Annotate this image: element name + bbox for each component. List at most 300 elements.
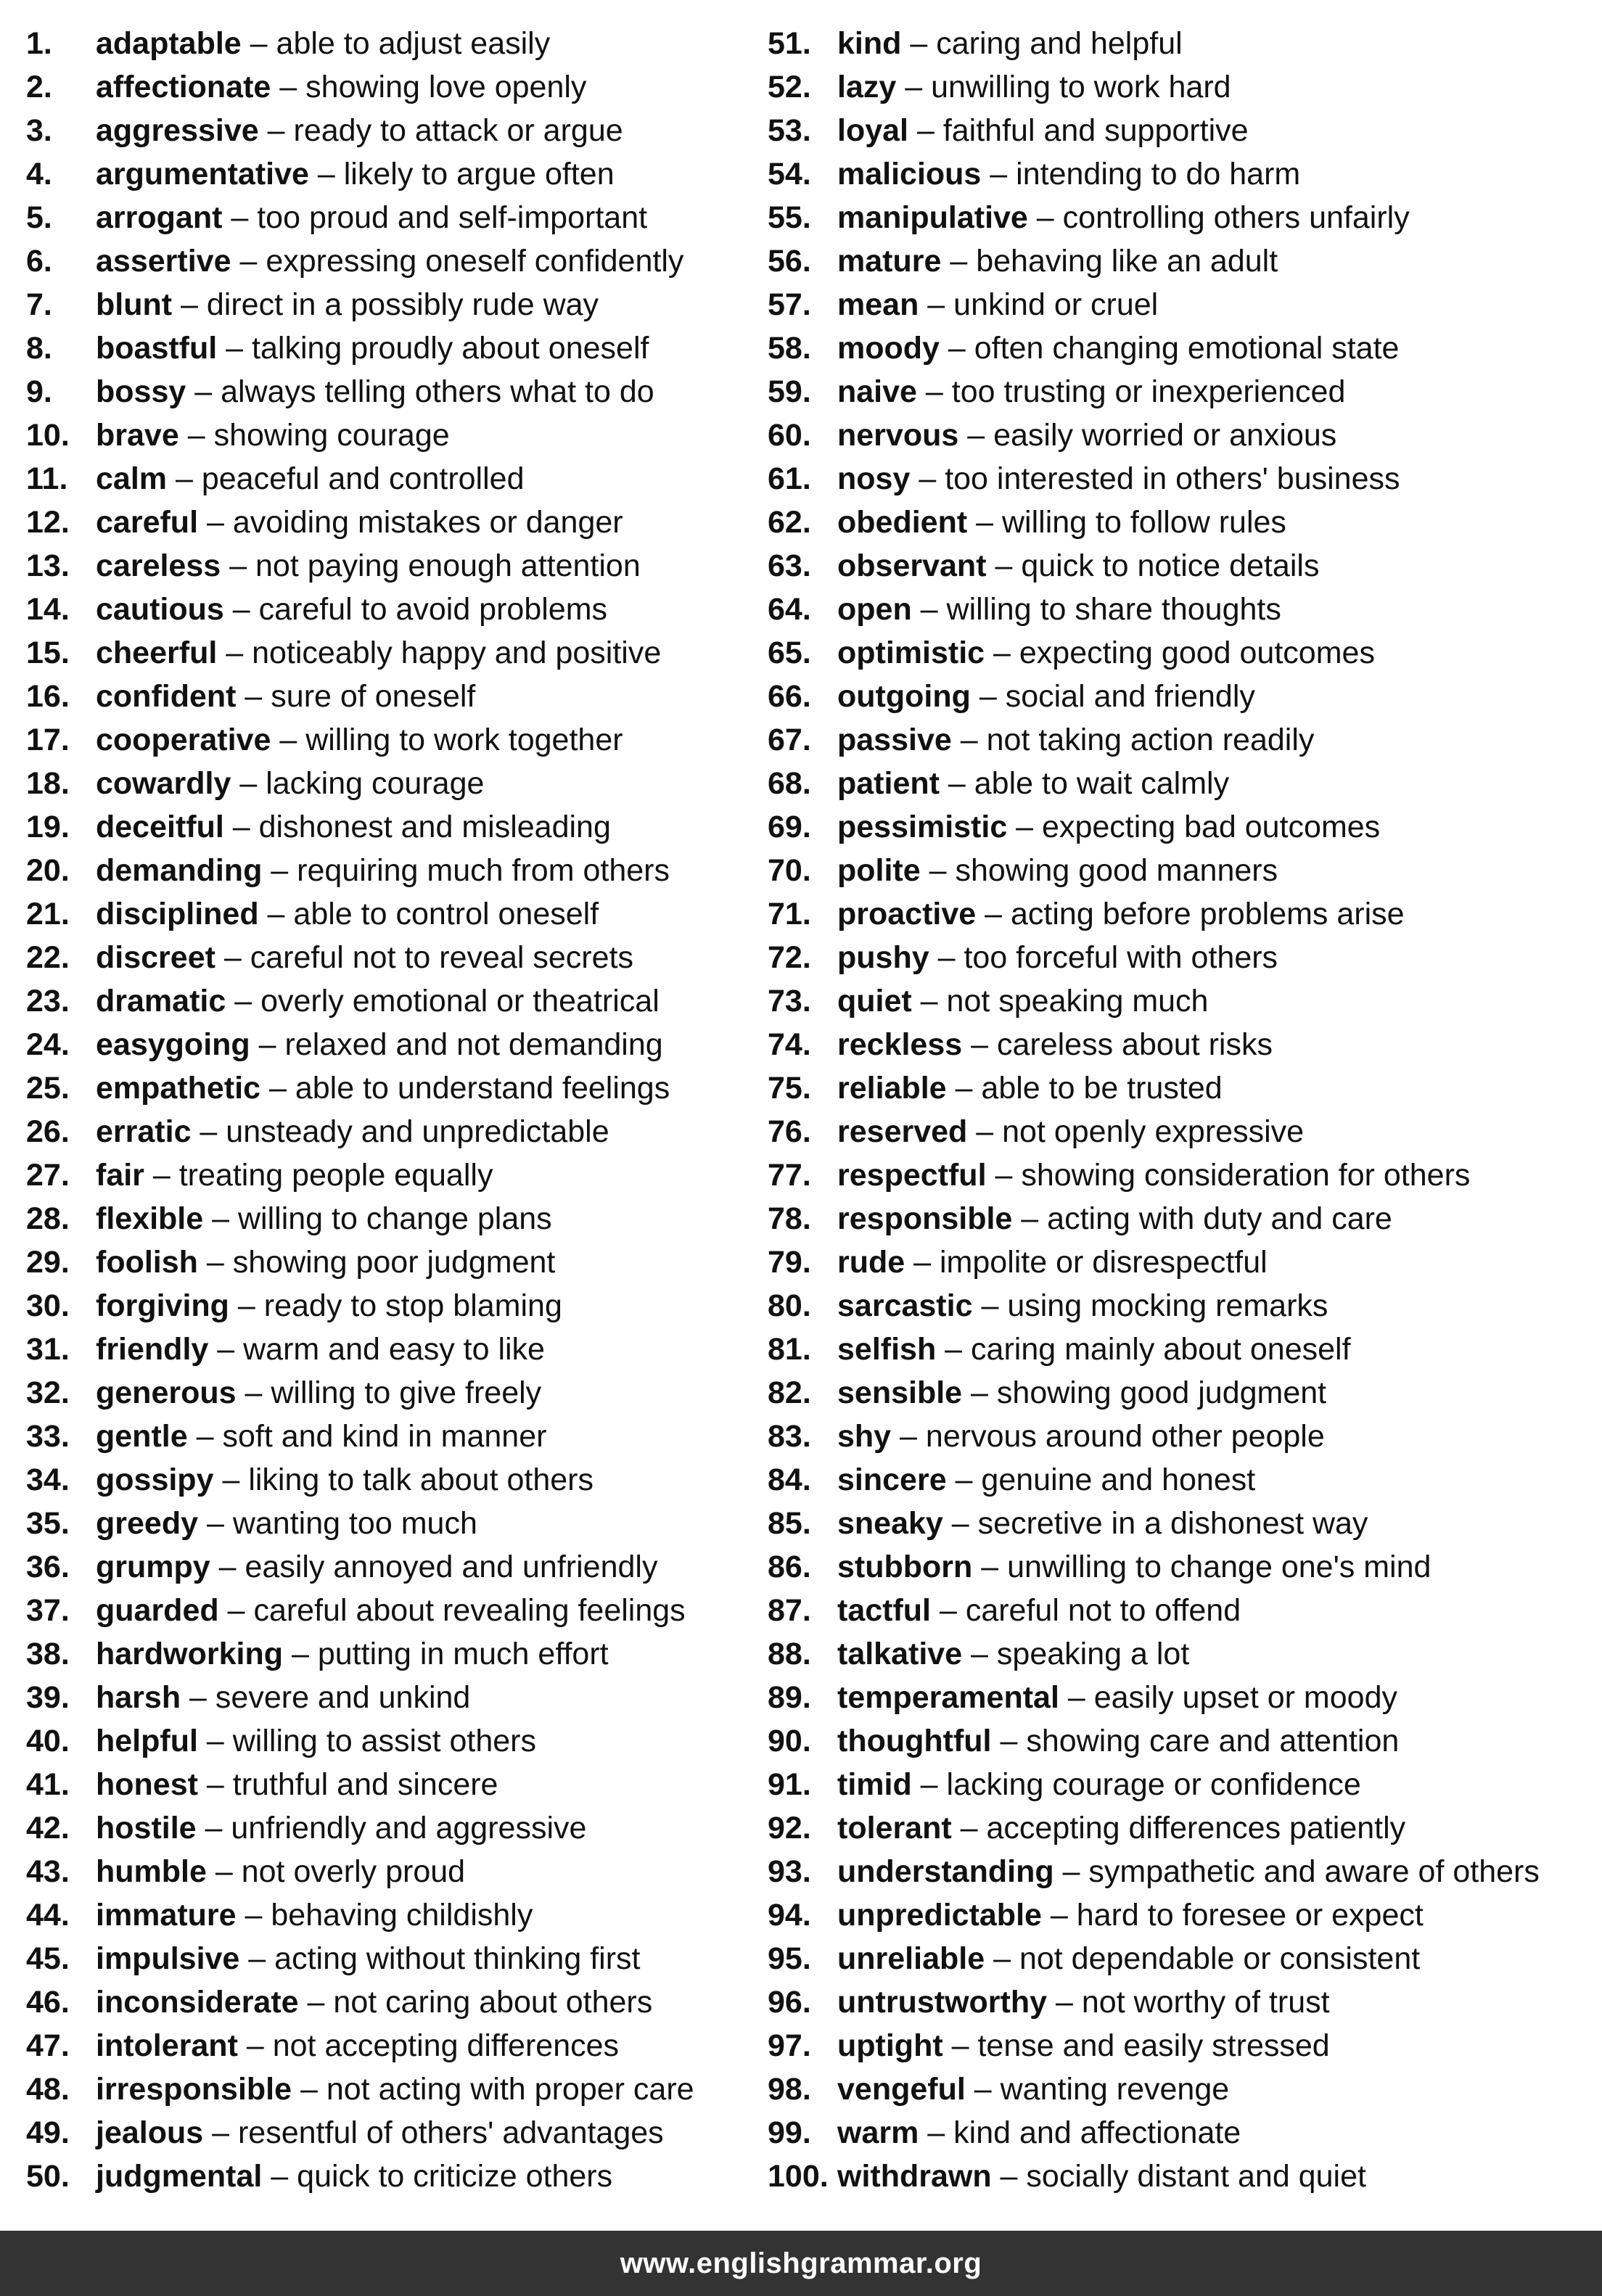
item-definition: wanting revenge (1000, 2072, 1230, 2107)
item-word: malicious (837, 157, 982, 192)
item-separator: – (942, 2028, 978, 2063)
list-item (768, 1937, 1595, 1980)
list-item (26, 718, 759, 762)
item-word: forgiving (96, 1288, 229, 1323)
item-definition: not openly expressive (1002, 1114, 1305, 1149)
item-word: proactive (837, 897, 977, 931)
item-separator: – (231, 244, 266, 279)
item-separator: – (206, 1854, 242, 1889)
item-number: 34. (26, 1462, 70, 1497)
item-text (837, 196, 1410, 239)
item-text (96, 152, 615, 196)
item-separator: – (967, 505, 1002, 540)
list-item (26, 1110, 759, 1153)
item-number: 85. (768, 1506, 811, 1541)
list-item (768, 22, 1595, 65)
item-word: reliable (837, 1071, 947, 1106)
item-number: 25. (26, 1071, 70, 1106)
item-word: flexible (96, 1201, 204, 1236)
item-number: 56. (768, 244, 811, 279)
item-text (96, 1415, 546, 1458)
item-definition: showing good judgment (996, 1375, 1327, 1410)
item-text (96, 1371, 541, 1415)
item-separator: – (931, 1593, 966, 1628)
item-number: 1. (26, 26, 52, 61)
list-item (768, 979, 1595, 1023)
item-definition: not dependable or consistent (1019, 1941, 1421, 1976)
list-item (26, 501, 759, 544)
item-number: 46. (26, 1985, 70, 2020)
item-definition: showing love openly (305, 70, 587, 104)
item-text (837, 675, 1255, 718)
list-item (768, 892, 1595, 936)
item-definition: soft and kind in manner (222, 1419, 547, 1454)
item-number: 6. (26, 244, 52, 279)
item-definition: showing courage (213, 418, 450, 453)
item-definition: sure of oneself (271, 679, 476, 714)
item-text (96, 283, 599, 326)
item-text (96, 718, 623, 762)
item-separator: – (991, 1724, 1027, 1758)
list-item (26, 2155, 759, 2198)
item-text (96, 2067, 694, 2111)
item-separator: – (260, 1071, 295, 1106)
item-number: 40. (26, 1724, 70, 1758)
item-text (837, 283, 1158, 326)
list-item (26, 1328, 759, 1371)
item-definition: unkind or cruel (953, 287, 1159, 322)
item-word: cheerful (96, 635, 218, 670)
item-word: vengeful (837, 2072, 966, 2107)
list-item (768, 849, 1595, 892)
item-number: 55. (768, 200, 811, 235)
item-text (837, 979, 1208, 1023)
item-number: 53. (768, 113, 811, 148)
item-word: unpredictable (837, 1898, 1042, 1933)
item-text (96, 501, 623, 544)
item-word: argumentative (96, 157, 309, 192)
item-number: 98. (768, 2072, 811, 2107)
item-word: generous (96, 1375, 237, 1410)
item-text (96, 588, 607, 631)
item-text (837, 1023, 1273, 1066)
item-definition: genuine and honest (981, 1462, 1256, 1497)
item-number: 49. (26, 2115, 70, 2150)
item-text (837, 631, 1375, 675)
item-separator: – (985, 1941, 1019, 1976)
item-text (837, 326, 1399, 370)
item-definition: treating people equally (178, 1158, 493, 1193)
item-definition: talking proudly about oneself (252, 331, 649, 366)
item-definition: unwilling to work hard (931, 70, 1231, 104)
item-text (837, 413, 1336, 457)
item-word: shy (837, 1419, 892, 1454)
list-item (26, 196, 759, 239)
item-definition: careless about risks (996, 1027, 1273, 1062)
item-separator: – (985, 635, 1019, 670)
item-word: obedient (837, 505, 968, 540)
list-item (26, 1850, 759, 1893)
item-text (96, 1284, 562, 1328)
item-text (96, 109, 623, 152)
item-number: 69. (768, 810, 811, 844)
item-word: discreet (96, 940, 215, 975)
item-word: aggressive (96, 113, 259, 148)
item-text (837, 2067, 1229, 2111)
list-item (26, 1806, 759, 1850)
list-item (26, 65, 759, 109)
list-item (768, 283, 1595, 326)
item-number: 30. (26, 1288, 70, 1323)
item-number: 44. (26, 1898, 70, 1933)
item-text (96, 239, 683, 283)
item-separator: – (223, 810, 259, 844)
item-number: 11. (26, 461, 68, 496)
item-word: withdrawn (837, 2159, 992, 2194)
item-text (837, 65, 1231, 109)
item-text (96, 1545, 657, 1589)
item-number: 19. (26, 810, 70, 844)
list-item (26, 1023, 759, 1066)
item-separator: – (946, 1462, 982, 1497)
list-item (26, 1153, 759, 1197)
item-number: 9. (26, 374, 52, 409)
item-definition: not accepting differences (272, 2028, 620, 2063)
item-definition: behaving childishly (271, 1898, 533, 1933)
item-separator: – (250, 1027, 285, 1062)
item-number: 61. (768, 461, 811, 496)
item-separator: – (144, 1158, 179, 1193)
list-item (26, 936, 759, 979)
item-word: grumpy (96, 1550, 210, 1584)
item-separator: – (262, 2159, 297, 2194)
item-separator: – (970, 679, 1006, 714)
list-item (26, 1893, 759, 1937)
item-word: confident (96, 679, 237, 714)
item-definition: expecting bad outcomes (1042, 810, 1381, 844)
item-separator: – (258, 113, 294, 148)
item-text (96, 370, 654, 413)
list-item (26, 1719, 759, 1763)
item-separator: – (215, 940, 250, 975)
item-definition: severe and unkind (215, 1680, 471, 1715)
item-number: 66. (768, 679, 811, 714)
item-word: temperamental (837, 1680, 1059, 1715)
item-separator: – (308, 157, 344, 192)
list-item (768, 631, 1595, 675)
item-text (837, 1197, 1392, 1240)
item-separator: – (972, 1288, 1008, 1323)
list-item (768, 152, 1595, 196)
item-separator: – (167, 461, 202, 496)
item-separator: – (237, 2028, 273, 2063)
item-definition: ready to stop blaming (263, 1288, 562, 1323)
item-word: gossipy (96, 1462, 214, 1497)
item-word: empathetic (96, 1071, 261, 1106)
item-definition: liking to talk about others (248, 1462, 593, 1497)
item-definition: careful not to offend (965, 1593, 1241, 1628)
item-definition: hard to foresee or expect (1076, 1898, 1424, 1933)
word-list-column-left (26, 22, 759, 2198)
item-text (837, 1632, 1189, 1676)
item-number: 62. (768, 505, 811, 540)
item-definition: too forceful with others (964, 940, 1278, 975)
item-definition: willing to assist others (232, 1724, 536, 1758)
item-separator: – (210, 1550, 245, 1584)
item-word: stubborn (837, 1550, 973, 1584)
item-word: unreliable (837, 1941, 985, 1976)
item-definition: easily annoyed and unfriendly (245, 1550, 658, 1584)
item-word: naive (837, 374, 917, 409)
list-item (768, 1153, 1595, 1197)
item-definition: easily upset or moody (1093, 1680, 1397, 1715)
item-text (837, 762, 1229, 805)
item-text (96, 979, 660, 1023)
item-definition: unwilling to change one's mind (1007, 1550, 1431, 1584)
item-number: 4. (26, 157, 52, 192)
word-list-column-right (768, 22, 1595, 2198)
list-item (768, 936, 1595, 979)
item-number: 14. (26, 592, 70, 627)
list-item (768, 1676, 1595, 1719)
item-number: 51. (768, 26, 811, 61)
item-text (837, 22, 1183, 65)
list-item (768, 1415, 1595, 1458)
item-definition: behaving like an adult (976, 244, 1278, 279)
item-word: polite (837, 853, 921, 888)
item-definition: wanting too much (232, 1506, 477, 1541)
item-separator: – (991, 2159, 1027, 2194)
item-separator: – (271, 70, 306, 104)
item-number: 65. (768, 635, 811, 670)
item-number: 81. (768, 1332, 811, 1367)
list-item (768, 1240, 1595, 1284)
item-word: calm (96, 461, 168, 496)
list-item (768, 413, 1595, 457)
item-text (96, 762, 484, 805)
item-word: disciplined (96, 897, 259, 931)
item-separator: – (231, 766, 266, 801)
item-word: nosy (837, 461, 911, 496)
item-separator: – (1059, 1680, 1094, 1715)
item-text (96, 631, 661, 675)
item-separator: – (962, 1375, 997, 1410)
item-separator: – (187, 1419, 223, 1454)
item-separator: – (203, 2115, 238, 2150)
item-text (96, 1328, 545, 1371)
item-number: 29. (26, 1245, 70, 1280)
item-word: greedy (96, 1506, 199, 1541)
item-number: 86. (768, 1550, 811, 1584)
item-word: honest (96, 1767, 198, 1802)
item-number: 90. (768, 1724, 811, 1758)
item-text (96, 2111, 664, 2155)
item-separator: – (178, 418, 214, 453)
item-word: sensible (837, 1375, 963, 1410)
item-text (96, 1066, 670, 1110)
item-number: 45. (26, 1941, 70, 1976)
item-word: foolish (96, 1245, 198, 1280)
item-separator: – (929, 940, 964, 975)
item-word: irresponsible (96, 2072, 292, 2107)
list-item (768, 718, 1595, 762)
item-text (837, 1589, 1241, 1632)
item-number: 18. (26, 766, 70, 801)
item-text (837, 239, 1278, 283)
item-text (837, 805, 1380, 849)
list-item (768, 1197, 1595, 1240)
item-definition: able to adjust easily (276, 26, 551, 61)
list-item (26, 1763, 759, 1806)
item-word: assertive (96, 244, 231, 279)
item-number: 37. (26, 1593, 70, 1628)
list-item (26, 1066, 759, 1110)
item-separator: – (229, 1288, 264, 1323)
list-item (768, 2155, 1595, 2198)
item-definition: nervous around other people (925, 1419, 1325, 1454)
item-separator: – (208, 1332, 244, 1367)
item-separator: – (981, 157, 1016, 192)
list-item (26, 762, 759, 805)
item-separator: – (986, 1158, 1022, 1193)
list-item (26, 1240, 759, 1284)
list-item (26, 1371, 759, 1415)
item-text (837, 457, 1400, 501)
list-item (768, 1023, 1595, 1066)
item-separator: – (197, 1245, 233, 1280)
item-number: 99. (768, 2115, 811, 2150)
item-definition: able to be trusted (981, 1071, 1223, 1106)
item-definition: controlling others unfairly (1062, 200, 1410, 235)
list-item (768, 196, 1595, 239)
item-definition: impolite or disrespectful (940, 1245, 1268, 1280)
item-word: rude (837, 1245, 905, 1280)
item-separator: – (271, 723, 306, 757)
item-text (96, 1197, 552, 1240)
list-item (26, 588, 759, 631)
item-definition: not worthy of trust (1081, 1985, 1330, 2020)
item-definition: careful not to reveal secrets (250, 940, 633, 975)
item-definition: secretive in a dishonest way (977, 1506, 1368, 1541)
item-word: boastful (96, 331, 218, 366)
list-item (768, 1066, 1595, 1110)
item-definition: showing consideration for others (1021, 1158, 1471, 1193)
item-word: judgmental (96, 2159, 263, 2194)
item-number: 77. (768, 1158, 811, 1193)
item-text (96, 22, 550, 65)
item-separator: – (967, 1114, 1003, 1149)
item-word: tactful (837, 1593, 931, 1628)
item-definition: always telling others what to do (221, 374, 654, 409)
item-word: kind (837, 26, 902, 61)
item-separator: – (217, 635, 252, 670)
item-text (96, 849, 670, 892)
item-definition: willing to give freely (271, 1375, 542, 1410)
item-number: 91. (768, 1767, 811, 1802)
item-definition: acting without thinking first (274, 1941, 641, 1976)
item-separator: – (962, 1637, 997, 1671)
item-number: 68. (768, 766, 811, 801)
item-number: 88. (768, 1637, 811, 1671)
item-word: pushy (837, 940, 929, 975)
item-separator: – (197, 1767, 233, 1802)
item-text (837, 588, 1281, 631)
item-separator: – (986, 548, 1022, 583)
item-number: 22. (26, 940, 70, 975)
item-text (96, 413, 450, 457)
item-text (837, 2024, 1330, 2067)
item-text (96, 1806, 586, 1850)
item-separator: – (911, 984, 947, 1019)
item-definition: speaking a lot (996, 1637, 1190, 1671)
item-word: moody (837, 331, 940, 366)
item-number: 12. (26, 505, 70, 540)
item-definition: expressing oneself confidently (266, 244, 684, 279)
list-item (26, 1589, 759, 1632)
list-item (768, 1371, 1595, 1415)
item-separator: – (972, 1550, 1008, 1584)
item-separator: – (191, 1114, 226, 1149)
item-number: 24. (26, 1027, 70, 1062)
list-item (26, 326, 759, 370)
item-separator: – (218, 1593, 254, 1628)
item-word: warm (837, 2115, 919, 2150)
item-separator: – (217, 331, 252, 366)
list-item (26, 544, 759, 588)
list-item (26, 849, 759, 892)
item-text (96, 1937, 640, 1980)
item-definition: resentful of others' advantages (237, 2115, 664, 2150)
item-word: humble (96, 1854, 207, 1889)
item-word: observant (837, 548, 987, 583)
item-separator: – (196, 1811, 231, 1846)
item-separator: – (221, 548, 255, 583)
list-item (768, 1284, 1595, 1328)
list-item (26, 979, 759, 1023)
item-definition: lacking courage (266, 766, 485, 801)
item-separator: – (965, 2072, 1001, 2107)
item-word: untrustworthy (837, 1985, 1048, 2020)
item-definition: not overly proud (241, 1854, 466, 1889)
item-number: 79. (768, 1245, 811, 1280)
item-separator: – (1053, 1854, 1089, 1889)
item-number: 33. (26, 1419, 70, 1454)
item-text (96, 1632, 609, 1676)
item-word: reserved (837, 1114, 968, 1149)
item-word: selfish (837, 1332, 937, 1367)
item-definition: too interested in others' business (945, 461, 1400, 496)
item-word: understanding (837, 1854, 1054, 1889)
item-definition: direct in a possibly rude way (206, 287, 599, 322)
list-item (26, 892, 759, 936)
item-separator: – (911, 1767, 947, 1802)
item-separator: – (298, 1985, 334, 2020)
item-word: guarded (96, 1593, 219, 1628)
item-separator: – (222, 200, 258, 235)
item-number: 38. (26, 1637, 70, 1671)
item-word: optimistic (837, 635, 985, 670)
list-item (26, 2067, 759, 2111)
item-word: careful (96, 505, 199, 540)
item-text (96, 892, 599, 936)
item-text (96, 1153, 493, 1197)
item-text (837, 1850, 1540, 1893)
item-number: 60. (768, 418, 811, 453)
item-text (837, 544, 1319, 588)
item-text (96, 1676, 470, 1719)
item-word: cooperative (96, 723, 271, 757)
item-text (96, 936, 633, 979)
